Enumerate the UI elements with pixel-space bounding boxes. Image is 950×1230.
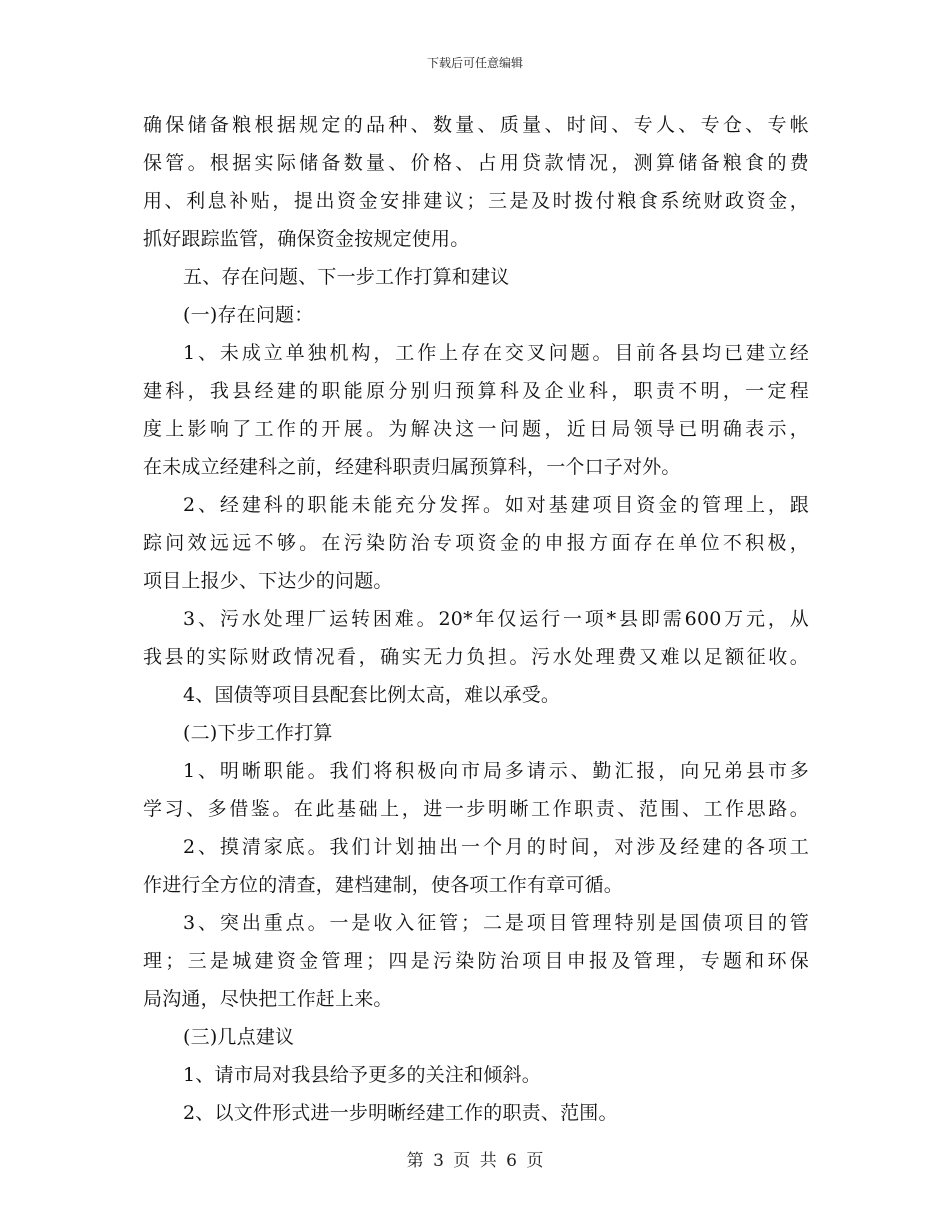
text-line: (一)存在问题： (183, 304, 314, 326)
text-line: (二)下步工作打算 (183, 722, 333, 744)
text-line: 度上影响了工作的开展。为解决这一问题，近日局领导已明确表示， (143, 418, 809, 440)
text-line: 1、明晰职能。我们将积极向市局多请示、勤汇报，向兄弟县市多 (183, 760, 809, 782)
text-line: 3、污水处理厂运转困难。20*年仅运行一项*县即需600万元，从 (183, 608, 809, 630)
text-line: 作进行全方位的清查，建档建制，使各项工作有章可循。 (143, 874, 624, 896)
text-line: 用、利息补贴，提出资金安排建议；三是及时拨付粮食系统财政资金， (143, 190, 809, 212)
text-line: 项目上报少、下达少的问题。 (143, 570, 393, 592)
text-line: 抓好跟踪监管，确保资金按规定使用。 (143, 228, 470, 250)
text-line: 保管。根据实际储备数量、价格、占用贷款情况，测算储备粮食的费 (143, 152, 809, 174)
text-line: 理；三是城建资金管理；四是污染防治项目申报及管理，专题和环保 (143, 950, 809, 972)
text-line: 3、突出重点。一是收入征管；二是项目管理特别是国债项目的管 (183, 912, 809, 934)
text-line: 在未成立经建科之前，经建科职责归属预算科，一个口子对外。 (143, 456, 681, 478)
text-line: 局沟通，尽快把工作赶上来。 (143, 988, 393, 1010)
page-header: 下载后可任意编辑 (426, 56, 523, 70)
page-footer: 第 3 页 共 6 页 (406, 1151, 544, 1171)
text-line: 1、请市局对我县给予更多的关注和倾斜。 (183, 1064, 541, 1086)
text-line: 2、摸清家底。我们计划抽出一个月的时间，对涉及经建的各项工 (183, 836, 809, 858)
text-line: 2、经建科的职能未能充分发挥。如对基建项目资金的管理上，跟 (183, 494, 809, 516)
text-line: 确保储备粮根据规定的品种、数量、质量、时间、专人、专仓、专帐 (143, 114, 809, 136)
text-line: 踪问效远远不够。在污染防治专项资金的申报方面存在单位不积极， (143, 532, 809, 554)
text-line: 2、以文件形式进一步明晰经建工作的职责、范围。 (183, 1102, 618, 1124)
text-line: 我县的实际财政情况看，确实无力负担。污水处理费又难以足额征收。 (143, 646, 809, 668)
text-line: 4、国债等项目县配套比例太高，难以承受。 (183, 684, 561, 706)
text-line: 学习、多借鉴。在此基础上，进一步明晰工作职责、范围、工作思路。 (143, 798, 809, 820)
text-line: 建科，我县经建的职能原分别归预算科及企业科，职责不明，一定程 (143, 380, 809, 402)
text-line: 五、存在问题、下一步工作打算和建议 (183, 266, 510, 288)
text-line: (三)几点建议 (183, 1026, 295, 1048)
text-line: 1、未成立单独机构，工作上存在交叉问题。目前各县均已建立经 (183, 342, 809, 364)
document-body (143, 106, 809, 1132)
